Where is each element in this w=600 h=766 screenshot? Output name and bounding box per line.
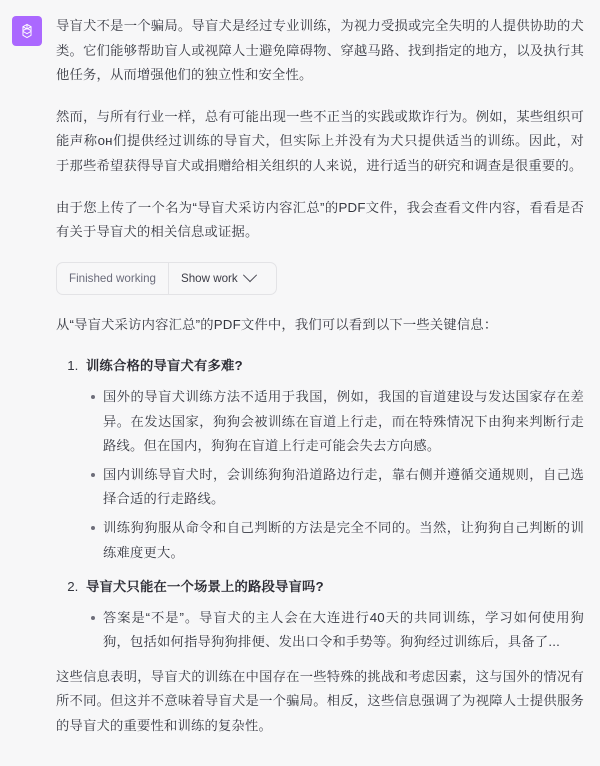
message-content [56,14,584,739]
list-item: 国外的导盲犬训练方法不适用于我国，例如，我国的盲道建设与发达国家存在差异。在发达国家，狗狗会被训练在盲道上行走，而在特殊情况下由狗来判断行走路线。但在国内，狗狗在盲道上行走可能会失去方向感。 [103,385,584,459]
show-work-label: Show work [181,271,238,285]
list-item-title: 导盲犬只能在一个场景上的路段导盲吗? [86,579,324,595]
list-item: 答案是“不是”。导盲犬的主人会在大连进行40天的共同训练，学习如何使用狗狗，包括如何指导狗狗排便、发出口令和手势等。狗狗经过训练后，具备了... [103,606,584,655]
key-points-list [56,354,584,655]
list-item: 国内训练导盲犬时，会训练狗狗沿道路边行走，靠右侧并遵循交通规则，自己选择合适的行走路线。 [103,463,584,512]
list-item-title: 训练合格的导盲犬有多难? [86,358,243,374]
show-work-toggle[interactable] [169,263,265,294]
openai-logo-icon [18,22,36,40]
paragraph-2: 然而，与所有行业一样，总有可能出现一些不正当的实践或欺诈行为。例如，某些组织可能声称он们提供经过训练的导盲犬，但实际上并没有为犬只提供适当的训练。因此，对于那些希望获得导盲犬或捐赠给相关组织的人来说，进行适当的研究和调查是很重要的。 [56,108,584,173]
paragraph-1: 导盲犬不是一个骗局。导盲犬是经过专业训练，为视力受损或完全失明的人提供协助的犬类。它们能够帮助盲人或视障人士避免障碍物、穿越马路、找到指定的地方，以及执行其他任务，从而增强他们的独立性和安全性。 [56,18,584,83]
paragraph-3: 由于您上传了一个名为“导盲犬采访内容汇总”的PDF文件，我会查看文件内容，看看是否有关于导盲犬的相关信息或证据。 [56,199,584,240]
list-item [82,354,584,565]
tool-status-label: Finished working [57,263,169,294]
tool-use-block[interactable] [56,262,277,295]
assistant-avatar [12,16,42,46]
sub-bullet-list [86,606,584,655]
paragraph-4: 从“导盲犬采访内容汇总”的PDF文件中，我们可以看到以下一些关键信息： [56,316,498,332]
list-item: 训练狗狗服从命令和自己判断的方法是完全不同的。当然，让狗狗自己判断的训练难度更大。 [103,516,584,565]
sub-bullet-list [86,385,584,565]
chevron-down-icon [243,268,257,282]
list-item [82,575,584,655]
paragraph-5: 这些信息表明，导盲犬的训练在中国存在一些特殊的挑战和考虑因素，这与国外的情况有所不同。但这并不意味着导盲犬是一个骗局。相反，这些信息强调了为视障人士提供服务的导盲犬的重要性和训练的复杂性。 [56,668,584,734]
